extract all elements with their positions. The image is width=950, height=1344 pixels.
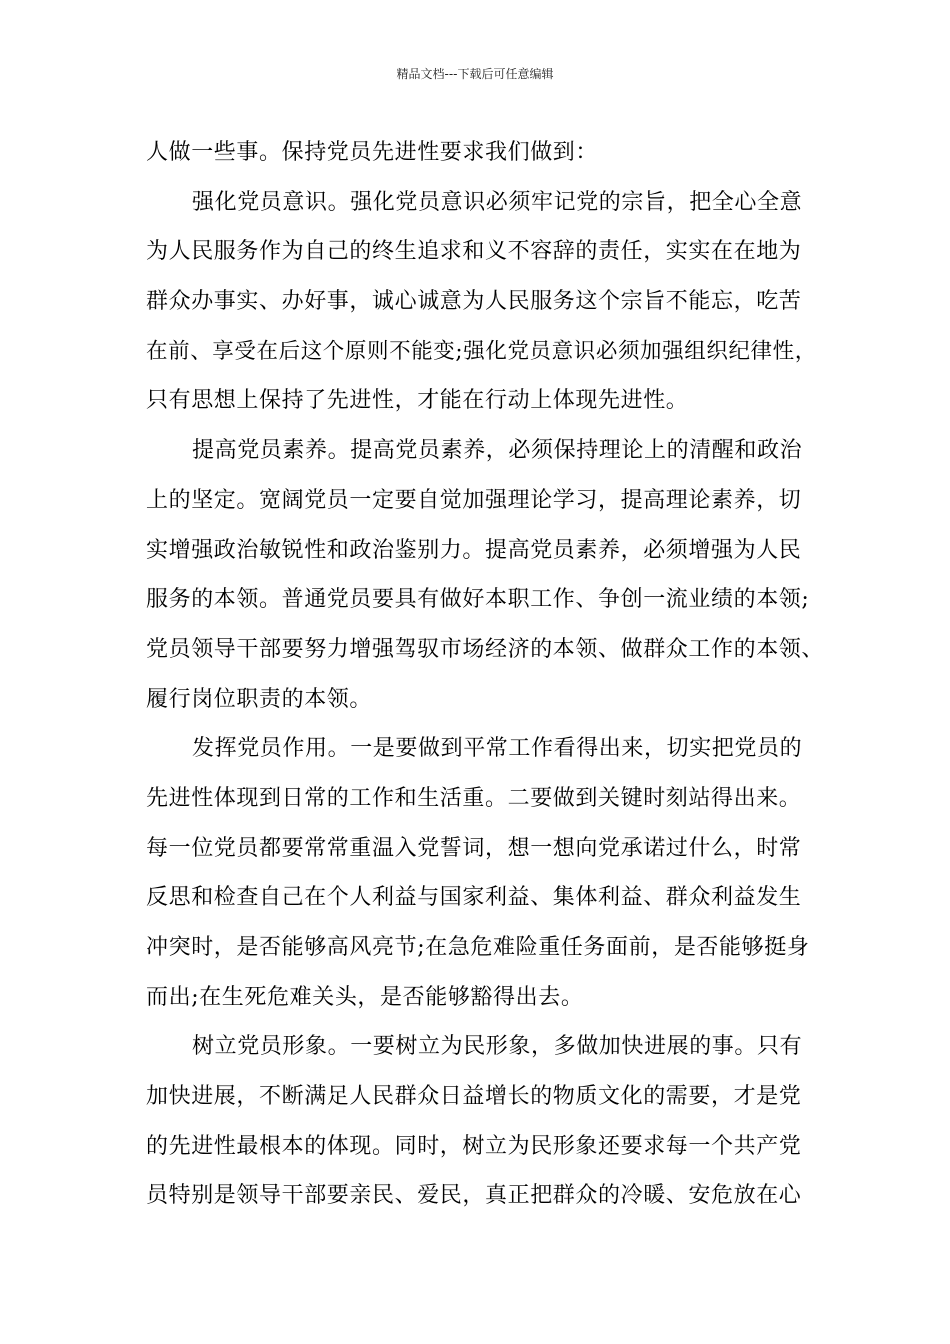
text-line: 员特别是领导干部要亲民、爱民，真正把群众的冷暖、安危放在心: [146, 1183, 802, 1209]
text-line: 党员领导干部要努力增强驾驭市场经济的本领、做群众工作的本领、: [146, 636, 825, 662]
text-line: 而出;在生死危难关头，是否能够豁得出去。: [146, 984, 584, 1010]
text-line: 实增强政治敏锐性和政治鉴别力。提高党员素养，必须增强为人民: [146, 537, 802, 563]
text-line: 每一位党员都要常常重温入党誓词，想一想向党承诺过什么，时常: [146, 835, 802, 861]
text-line: 在前、享受在后这个原则不能变;强化党员意识必须加强组织纪律性，: [146, 338, 817, 364]
text-line: 冲突时，是否能够高风亮节;在急危难险重任务面前，是否能够挺身: [146, 935, 810, 960]
text-line: 只有思想上保持了先进性，才能在行动上体现先进性。: [146, 388, 689, 414]
text-line: 上的坚定。宽阔党员一定要自觉加强理论学习，提高理论素养，切: [146, 487, 802, 513]
document-body: [146, 128, 826, 1221]
text-line: 先进性体现到日常的工作和生活重。二要做到关键时刻站得出来。: [146, 785, 802, 811]
text-line: 反思和检查自己在个人利益与国家利益、集体利益、群众利益发生: [146, 885, 802, 911]
text-line: 人做一些事。保持党员先进性要求我们做到：: [146, 140, 599, 165]
text-line: 群众办事实、办好事，诚心诚意为人民服务这个宗旨不能忘，吃苦: [146, 289, 802, 315]
text-line: 为人民服务作为自己的终生追求和义不容辞的责任，实实在在地为: [146, 239, 802, 265]
text-line: 服务的本领。普通党员要具有做好本职工作、争创一流业绩的本领;: [146, 587, 810, 613]
text-line: 提高党员素养。提高党员素养，必须保持理论上的清醒和政治: [192, 438, 803, 464]
page-header: 精品文档---下载后可任意编辑: [396, 67, 554, 81]
text-line: 加快进展，不断满足人民群众日益增长的物质文化的需要，才是党: [146, 1084, 802, 1110]
text-line: 树立党员形象。一要树立为民形象，多做加快进展的事。只有: [192, 1034, 803, 1060]
text-line: 履行岗位职责的本领。: [146, 686, 373, 712]
text-line: 发挥党员作用。一是要做到平常工作看得出来，切实把党员的: [192, 736, 803, 762]
text-line: 强化党员意识。强化党员意识必须牢记党的宗旨，把全心全意: [192, 189, 803, 215]
text-line: 的先进性最根本的体现。同时，树立为民形象还要求每一个共产党: [146, 1133, 802, 1159]
